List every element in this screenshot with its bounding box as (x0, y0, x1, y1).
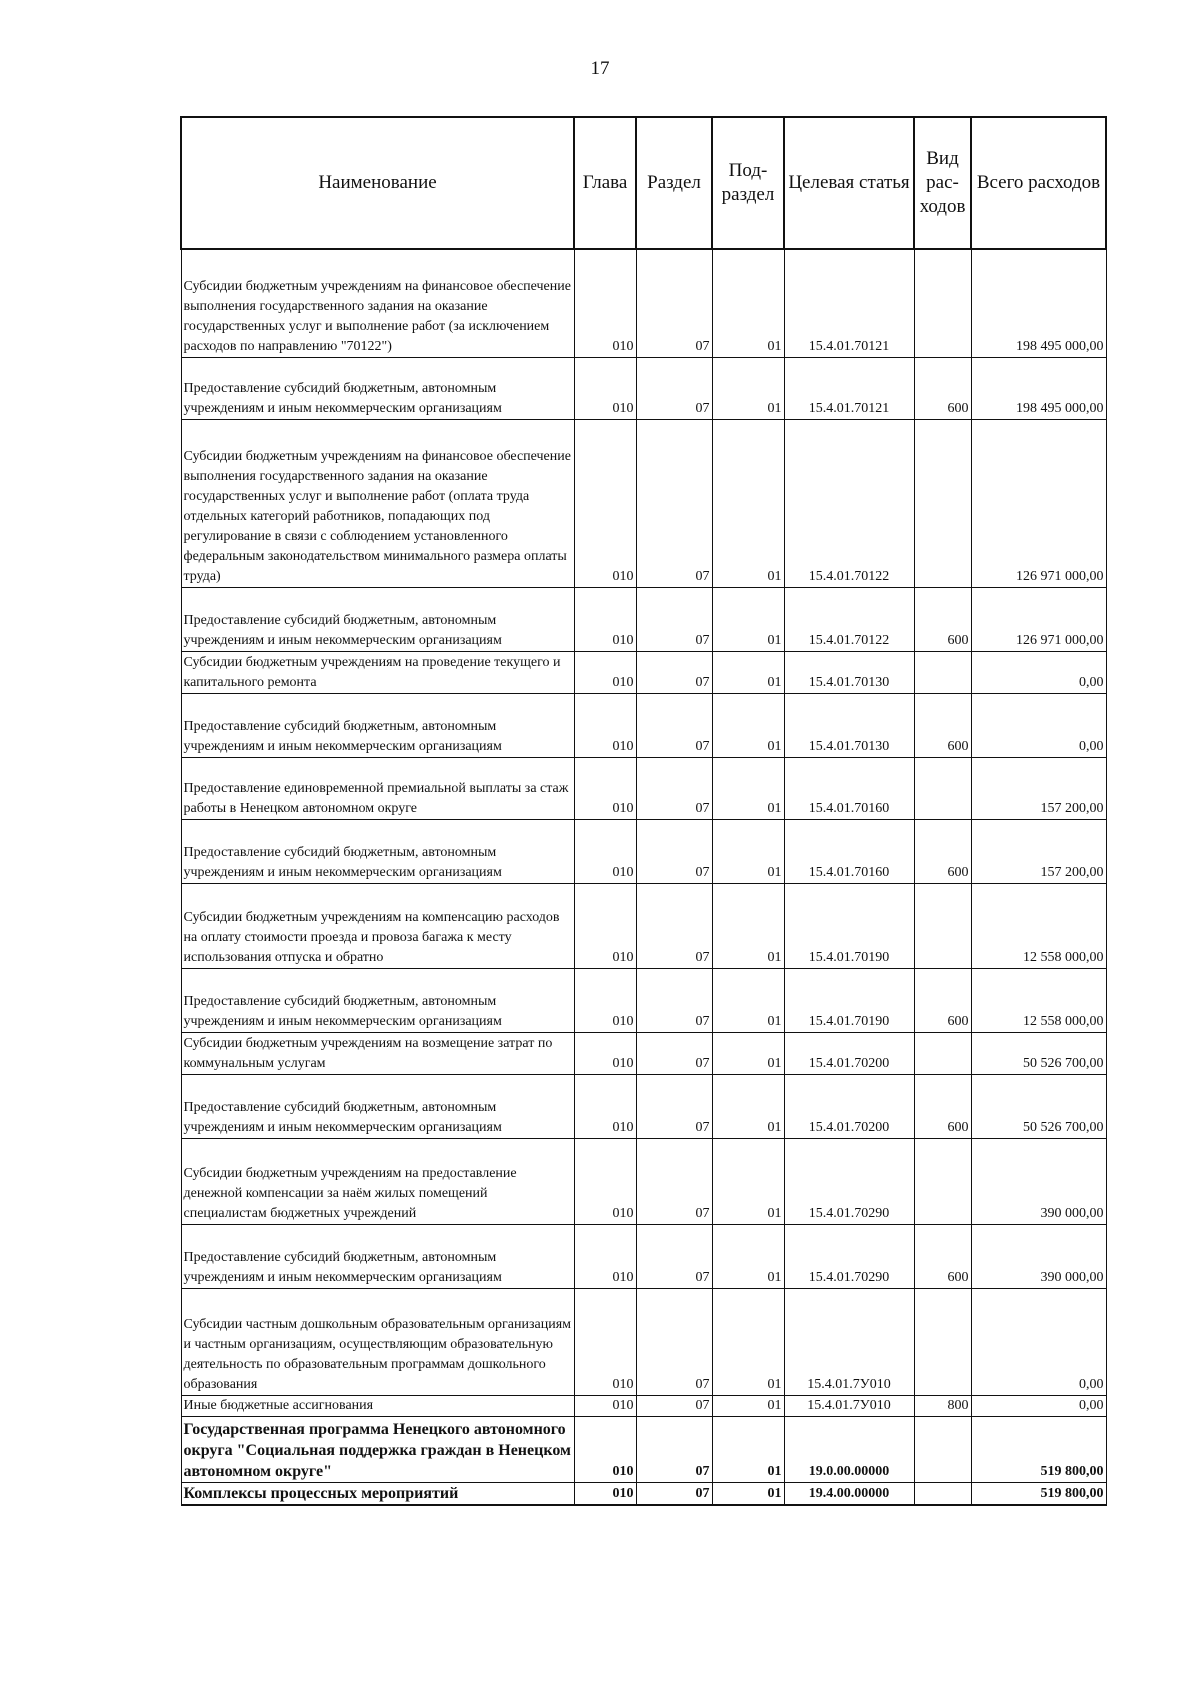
row-sum: 0,00 (971, 693, 1106, 757)
row-razdel: 07 (636, 883, 712, 968)
row-sum: 0,00 (971, 1288, 1106, 1395)
table-row (181, 1138, 1106, 1224)
row-podrazdel: 01 (712, 693, 784, 757)
row-celevaya-statya: 15.4.01.70160 (784, 819, 914, 883)
row-name: Предоставление субсидий бюджетным, автономным учреждениям и иным некоммерческим организациям (181, 357, 574, 419)
row-celevaya-statya: 15.4.01.70122 (784, 419, 914, 587)
page-number: 17 (590, 58, 610, 79)
row-razdel: 07 (636, 249, 712, 357)
row-celevaya-statya: 15.4.01.70130 (784, 693, 914, 757)
row-podrazdel: 01 (712, 1416, 784, 1482)
row-sum: 12 558 000,00 (971, 968, 1106, 1032)
row-name: Субсидии бюджетным учреждениям на финансовое обеспечение выполнения государственного задания на оказание государственных услуг и выполнение работ (оплата труда отдельных категорий работников, попадающих под регулирование в связи с соблюдением установленного федеральным законодательством минимального размера оплаты труда) (181, 419, 574, 587)
row-razdel: 07 (636, 1395, 712, 1416)
table-row (181, 1395, 1106, 1416)
row-celevaya-statya: 15.4.01.70190 (784, 968, 914, 1032)
row-podrazdel: 01 (712, 1482, 784, 1505)
row-name: Субсидии бюджетным учреждениям на финансовое обеспечение выполнения государственного задания на оказание государственных услуг и выполнение работ (за исключением расходов по направлению "70122") (181, 249, 574, 357)
row-sum: 390 000,00 (971, 1224, 1106, 1288)
row-glava: 010 (574, 587, 636, 651)
row-celevaya-statya: 15.4.01.70121 (784, 249, 914, 357)
row-celevaya-statya: 15.4.01.70122 (784, 587, 914, 651)
row-vid-rashodov (914, 883, 971, 968)
row-vid-rashodov (914, 651, 971, 693)
row-vid-rashodov (914, 419, 971, 587)
row-razdel: 07 (636, 419, 712, 587)
row-name: Государственная программа Ненецкого автономного округа "Социальная поддержка граждан в Ненецком автономном округе" (181, 1416, 574, 1482)
row-vid-rashodov (914, 1138, 971, 1224)
row-name: Субсидии бюджетным учреждениям на проведение текущего и капитального ремонта (181, 651, 574, 693)
table-row (181, 883, 1106, 968)
row-glava: 010 (574, 693, 636, 757)
row-glava: 010 (574, 1074, 636, 1138)
table-row (181, 968, 1106, 1032)
row-name: Субсидии бюджетным учреждениям на возмещение затрат по коммунальным услугам (181, 1032, 574, 1074)
row-vid-rashodov: 600 (914, 819, 971, 883)
row-sum: 519 800,00 (971, 1416, 1106, 1482)
row-celevaya-statya: 15.4.01.70190 (784, 883, 914, 968)
row-name: Предоставление субсидий бюджетным, автономным учреждениям и иным некоммерческим организациям (181, 1074, 574, 1138)
row-celevaya-statya: 15.4.01.7У010 (784, 1395, 914, 1416)
row-name: Предоставление субсидий бюджетным, автономным учреждениям и иным некоммерческим организациям (181, 968, 574, 1032)
row-razdel: 07 (636, 1032, 712, 1074)
row-razdel: 07 (636, 1288, 712, 1395)
header-vsego-rashodov: Всего расходов (971, 117, 1106, 249)
row-vid-rashodov: 600 (914, 587, 971, 651)
row-glava: 010 (574, 819, 636, 883)
row-podrazdel: 01 (712, 1224, 784, 1288)
row-glava: 010 (574, 651, 636, 693)
row-razdel: 07 (636, 819, 712, 883)
row-glava: 010 (574, 1224, 636, 1288)
row-name: Предоставление субсидий бюджетным, автономным учреждениям и иным некоммерческим организациям (181, 587, 574, 651)
row-celevaya-statya: 15.4.01.70160 (784, 757, 914, 819)
row-glava: 010 (574, 1395, 636, 1416)
table-row (181, 419, 1106, 587)
row-glava: 010 (574, 1138, 636, 1224)
row-vid-rashodov (914, 757, 971, 819)
table-row (181, 1288, 1106, 1395)
row-sum: 390 000,00 (971, 1138, 1106, 1224)
row-name: Субсидии частным дошкольным образовательным организациям и частным организациям, осуществляющим образовательную деятельность по образовательным программам дошкольного образования (181, 1288, 574, 1395)
row-glava: 010 (574, 249, 636, 357)
row-vid-rashodov (914, 1416, 971, 1482)
header-name: Наименование (181, 117, 574, 249)
row-podrazdel: 01 (712, 357, 784, 419)
row-glava: 010 (574, 757, 636, 819)
table-row (181, 757, 1106, 819)
row-name: Предоставление субсидий бюджетным, автономным учреждениям и иным некоммерческим организациям (181, 693, 574, 757)
table-row-complex (181, 1482, 1106, 1505)
row-sum: 198 495 000,00 (971, 357, 1106, 419)
table-row (181, 587, 1106, 651)
row-sum: 0,00 (971, 1395, 1106, 1416)
table-row (181, 819, 1106, 883)
row-podrazdel: 01 (712, 1074, 784, 1138)
row-glava: 010 (574, 1416, 636, 1482)
row-vid-rashodov (914, 249, 971, 357)
row-vid-rashodov (914, 1288, 971, 1395)
row-podrazdel: 01 (712, 757, 784, 819)
row-podrazdel: 01 (712, 1138, 784, 1224)
row-razdel: 07 (636, 1224, 712, 1288)
row-podrazdel: 01 (712, 968, 784, 1032)
table-row (181, 357, 1106, 419)
row-name: Субсидии бюджетным учреждениям на компенсацию расходов на оплату стоимости проезда и провоза багажа к месту использования отпуска и обратно (181, 883, 574, 968)
row-podrazdel: 01 (712, 883, 784, 968)
budget-table (180, 116, 1107, 1506)
row-name: Предоставление субсидий бюджетным, автономным учреждениям и иным некоммерческим организациям (181, 819, 574, 883)
table-header-row (181, 117, 1106, 249)
row-glava: 010 (574, 883, 636, 968)
row-vid-rashodov: 600 (914, 1074, 971, 1138)
row-razdel: 07 (636, 1074, 712, 1138)
row-celevaya-statya: 15.4.01.70200 (784, 1032, 914, 1074)
table-row (181, 693, 1106, 757)
row-celevaya-statya: 15.4.01.70200 (784, 1074, 914, 1138)
row-podrazdel: 01 (712, 1032, 784, 1074)
row-glava: 010 (574, 1288, 636, 1395)
row-name: Субсидии бюджетным учреждениям на предоставление денежной компенсации за наём жилых помещений специалистам бюджетных учреждений (181, 1138, 574, 1224)
row-sum: 126 971 000,00 (971, 419, 1106, 587)
row-podrazdel: 01 (712, 1395, 784, 1416)
row-glava: 010 (574, 357, 636, 419)
row-podrazdel: 01 (712, 1288, 784, 1395)
row-name: Комплексы процессных мероприятий (181, 1482, 574, 1505)
row-vid-rashodov: 800 (914, 1395, 971, 1416)
row-celevaya-statya: 15.4.01.70290 (784, 1224, 914, 1288)
row-vid-rashodov: 600 (914, 357, 971, 419)
row-sum: 126 971 000,00 (971, 587, 1106, 651)
row-vid-rashodov: 600 (914, 693, 971, 757)
row-celevaya-statya: 15.4.01.70121 (784, 357, 914, 419)
table-row (181, 1224, 1106, 1288)
table-row (181, 1074, 1106, 1138)
row-razdel: 07 (636, 1138, 712, 1224)
row-name: Предоставление единовременной премиальной выплаты за стаж работы в Ненецком автономном округе (181, 757, 574, 819)
row-razdel: 07 (636, 757, 712, 819)
row-podrazdel: 01 (712, 587, 784, 651)
row-razdel: 07 (636, 587, 712, 651)
row-razdel: 07 (636, 1416, 712, 1482)
row-podrazdel: 01 (712, 651, 784, 693)
row-razdel: 07 (636, 968, 712, 1032)
row-sum: 12 558 000,00 (971, 883, 1106, 968)
row-sum: 157 200,00 (971, 819, 1106, 883)
row-celevaya-statya: 15.4.01.70130 (784, 651, 914, 693)
row-sum: 198 495 000,00 (971, 249, 1106, 357)
row-sum: 50 526 700,00 (971, 1032, 1106, 1074)
row-vid-rashodov (914, 1482, 971, 1505)
row-razdel: 07 (636, 651, 712, 693)
row-vid-rashodov (914, 1032, 971, 1074)
row-sum: 519 800,00 (971, 1482, 1106, 1505)
row-podrazdel: 01 (712, 819, 784, 883)
row-glava: 010 (574, 1482, 636, 1505)
table-row (181, 651, 1106, 693)
row-vid-rashodov: 600 (914, 1224, 971, 1288)
row-razdel: 07 (636, 357, 712, 419)
table-row (181, 249, 1106, 357)
row-sum: 0,00 (971, 651, 1106, 693)
row-razdel: 07 (636, 693, 712, 757)
table-row-program (181, 1416, 1106, 1482)
row-sum: 157 200,00 (971, 757, 1106, 819)
row-name: Предоставление субсидий бюджетным, автономным учреждениям и иным некоммерческим организациям (181, 1224, 574, 1288)
table-row (181, 1032, 1106, 1074)
row-glava: 010 (574, 1032, 636, 1074)
row-podrazdel: 01 (712, 419, 784, 587)
row-podrazdel: 01 (712, 249, 784, 357)
row-celevaya-statya: 19.0.00.00000 (784, 1416, 914, 1482)
row-celevaya-statya: 19.4.00.00000 (784, 1482, 914, 1505)
header-podrazdel: Под- раздел (712, 117, 784, 249)
header-celevaya-statya: Целевая статья (784, 117, 914, 249)
header-glava: Глава (574, 117, 636, 249)
row-celevaya-statya: 15.4.01.7У010 (784, 1288, 914, 1395)
row-glava: 010 (574, 419, 636, 587)
row-sum: 50 526 700,00 (971, 1074, 1106, 1138)
header-razdel: Раздел (636, 117, 712, 249)
row-name: Иные бюджетные ассигнования (181, 1395, 574, 1416)
row-celevaya-statya: 15.4.01.70290 (784, 1138, 914, 1224)
header-vid-rashodov: Вид рас- ходов (914, 117, 971, 249)
row-vid-rashodov: 600 (914, 968, 971, 1032)
row-razdel: 07 (636, 1482, 712, 1505)
row-glava: 010 (574, 968, 636, 1032)
